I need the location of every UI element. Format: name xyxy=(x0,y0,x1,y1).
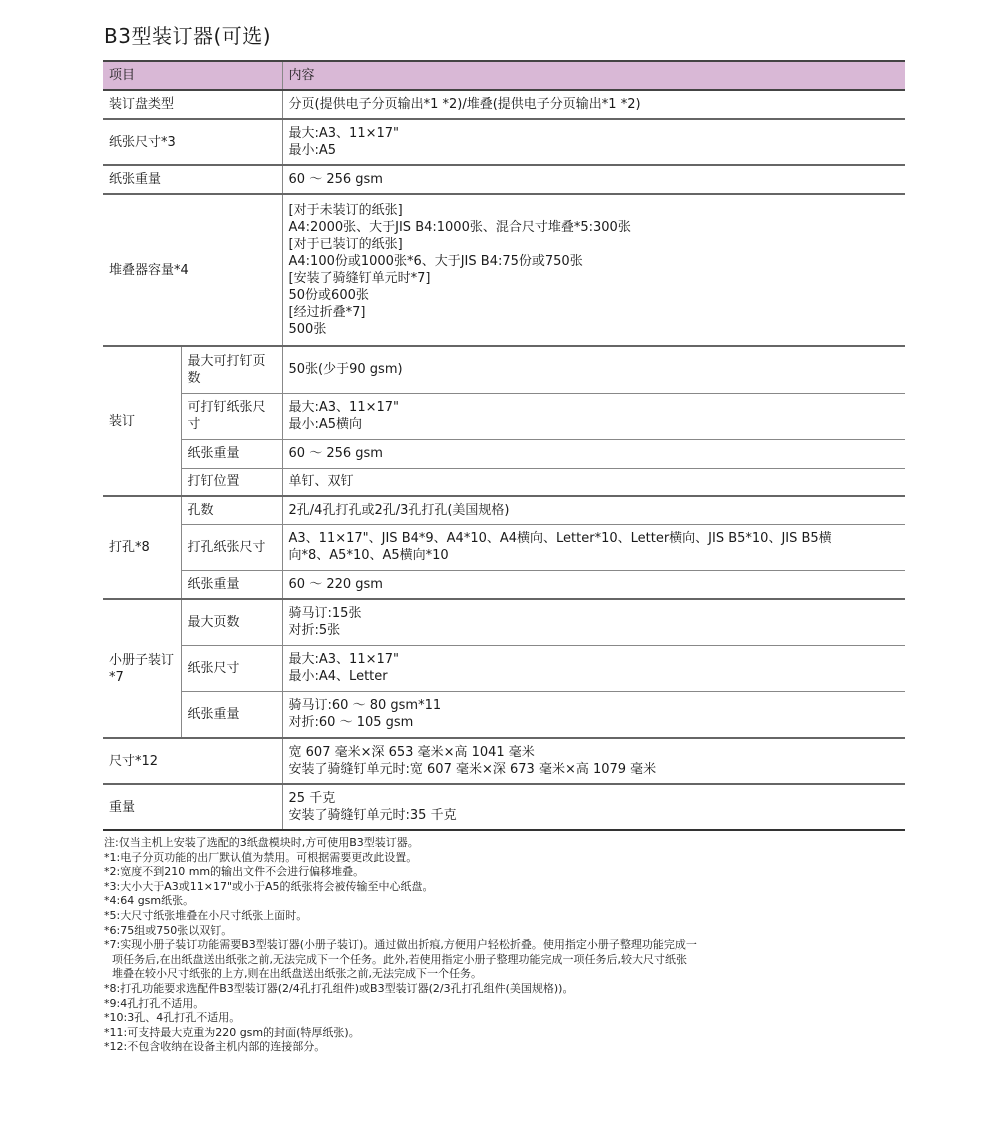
footnote: *11:可支持最大克重为220 gsm的封面(特厚纸张)。 xyxy=(104,1025,360,1039)
footnote: *1:电子分页功能的出厂默认值为禁用。可根据需要更改此设置。 xyxy=(104,850,418,864)
row-value: 最大:A3、11×17" 最小:A4、Letter xyxy=(288,652,400,684)
sub-label: 纸张重量 xyxy=(181,570,282,599)
footnote: *2:宽度不到210 mm的输出文件不会进行偏移堆叠。 xyxy=(104,865,365,879)
row-value: 宽 607 毫米×深 653 毫米×高 1041 毫米 安装了骑缝钉单元时:宽 607 毫米×深 673 毫米×高 1079 毫米 xyxy=(288,745,657,777)
group-label: 打孔*8 xyxy=(103,496,181,599)
footnote: *9:4孔打孔不适用。 xyxy=(104,996,205,1010)
row-label: 纸张尺寸*3 xyxy=(103,119,282,165)
table-row xyxy=(103,599,905,645)
footnote: 项任务后,在出纸盘送出纸张之前,无法完成下一个任务。此外,若使用指定小册子整理功能完成一项任务后,较大尺寸纸张 xyxy=(112,952,687,966)
sub-label: 可打钉纸张尺寸 xyxy=(181,393,282,439)
row-value: 50张(少于90 gsm) xyxy=(288,362,403,378)
row-value: 60 ～ 220 gsm xyxy=(288,576,383,592)
table-row xyxy=(103,784,905,830)
sub-label: 最大可打钉页数 xyxy=(181,346,282,393)
row-value: 2孔/4孔打孔或2孔/3孔打孔(美国规格) xyxy=(288,502,510,518)
table-row xyxy=(103,645,905,691)
table-row xyxy=(103,346,905,393)
table-row xyxy=(103,524,905,570)
sub-label: 纸张尺寸 xyxy=(181,645,282,691)
row-label: 装订盘类型 xyxy=(103,90,282,119)
table-row xyxy=(103,496,905,524)
footnote: *4:64 gsm纸张。 xyxy=(104,894,195,908)
footnotes xyxy=(104,836,912,1055)
sub-label: 孔数 xyxy=(181,496,282,524)
sub-label: 纸张重量 xyxy=(181,439,282,468)
row-label: 纸张重量 xyxy=(103,165,282,194)
row-value: 25 千克 安装了骑缝钉单元时:35 千克 xyxy=(288,791,457,823)
row-value: A3、11×17"、JIS B4*9、A4*10、A4横向、Letter*10、Letter横向、JIS B5*10、JIS B5横 向*8、A5*10、A5横向*10 xyxy=(288,531,832,563)
header-item: 项目 xyxy=(103,61,282,90)
row-value: 60 ～ 256 gsm xyxy=(288,446,383,461)
footnote: *7:实现小册子装订功能需要B3型装订器(小册子装订)。通过做出折痕,方便用户轻松折叠。使用指定小册子整理功能完成一 xyxy=(104,938,697,952)
footnote: 注:仅当主机上安装了选配的3纸盘模块时,方可使用B3型装订器。 xyxy=(104,836,419,849)
table-row xyxy=(103,194,905,346)
table-row xyxy=(103,691,905,738)
row-label: 堆叠器容量*4 xyxy=(103,194,282,346)
footnote: *3:大小大于A3或11×17"或小于A5的纸张将会被传输至中心纸盘。 xyxy=(104,879,434,893)
row-label: 重量 xyxy=(103,784,282,830)
row-value: 骑马订:60 ～ 80 gsm*11 对折:60 ～ 105 gsm xyxy=(288,698,442,731)
table-row xyxy=(103,738,905,784)
row-label: 尺寸*12 xyxy=(103,738,282,784)
footnote: *5:大尺寸纸张堆叠在小尺寸纸张上面时。 xyxy=(104,908,308,922)
group-label: 小册子装订*7 xyxy=(103,599,181,738)
footnote: *12:不包含收纳在设备主机内部的连接部分。 xyxy=(104,1040,326,1054)
row-value: 骑马订:15张 对折:5张 xyxy=(288,606,362,639)
table-row xyxy=(103,570,905,599)
footnote: *8:打孔功能要求选配件B3型装订器(2/4孔打孔组件)或B3型装订器(2/3孔打孔组件(美国规格))。 xyxy=(104,981,574,995)
table-row xyxy=(103,165,905,194)
sub-label: 打孔纸张尺寸 xyxy=(181,524,282,570)
table-row xyxy=(103,439,905,468)
sub-label: 打钉位置 xyxy=(181,468,282,496)
table-row xyxy=(103,393,905,439)
page-title: B3型装订器(可选) xyxy=(104,24,272,48)
sub-label: 最大页数 xyxy=(181,599,282,645)
row-value: [对于未装订的纸张] A4:2000张、大于JIS B4:1000张、混合尺寸堆叠*5:300张 [对于已装订的纸张] A4:100份或1000张*6、大于JIS B4:75份或750张 [安装了骑缝钉单元时*7] 50份或600张 [经过折叠*7] 500张 xyxy=(288,203,631,337)
table-header-row xyxy=(103,61,905,90)
footnote: *6:75组或750张以双钉。 xyxy=(104,923,233,937)
spec-table xyxy=(103,60,905,831)
group-label: 装订 xyxy=(103,346,181,496)
table-row xyxy=(103,468,905,496)
row-value: 单钉、双钉 xyxy=(288,474,354,490)
row-value: 最大:A3、11×17" 最小:A5横向 xyxy=(288,400,400,432)
row-value: 分页(提供电子分页输出*1 *2)/堆叠(提供电子分页输出*1 *2) xyxy=(288,97,641,112)
footnote: *10:3孔、4孔打孔不适用。 xyxy=(104,1011,241,1025)
sub-label: 纸张重量 xyxy=(181,691,282,738)
table-row xyxy=(103,119,905,165)
table-row xyxy=(103,90,905,119)
row-value: 最大:A3、11×17" 最小:A5 xyxy=(288,126,400,158)
footnote: 堆叠在较小尺寸纸张的上方,则在出纸盘送出纸张之前,无法完成下一个任务。 xyxy=(112,967,482,981)
header-content: 内容 xyxy=(282,61,905,90)
row-value: 60 ～ 256 gsm xyxy=(288,172,383,187)
